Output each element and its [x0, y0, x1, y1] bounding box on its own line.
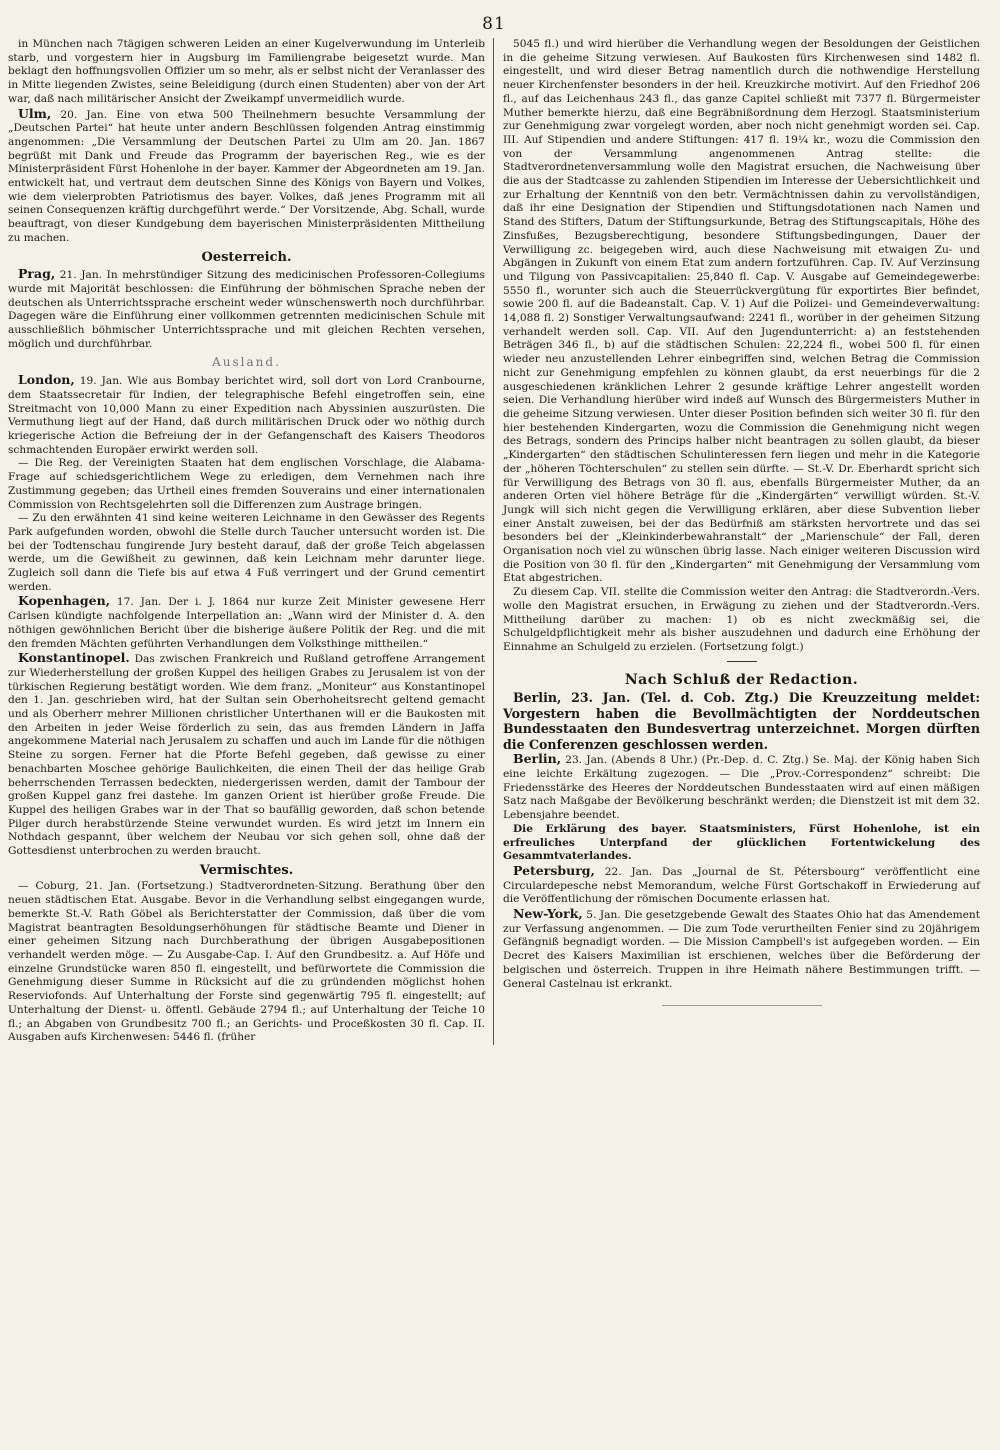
section-heading-oesterreich: Oesterreich. [201, 249, 292, 265]
dateline-ulm: Ulm, [18, 105, 52, 121]
article-petersburg-text: 22. Jan. Das „Journal de St. Pétersbourg“ veröffentlicht eine Circulardepesche nebst Memorandum, welche Fürst Gortschakoff in Erwiederung auf die Veröffentlichung der römischen Documente erlassen hat. [503, 865, 980, 906]
dateline-london: London, [18, 372, 75, 388]
article-petersburg [503, 864, 980, 907]
article-coburg: — Coburg, 21. Jan. (Fortsetzung.) Stadtverordneten-Sitzung. Berathung über den neuen städtischen Etat. Ausgabe. Bevor in die Verhandlung selbst eingegangen wurde, bemerkte St.-V. Rath Göbel als Berichterstatter der Commission, daß über die vom Magistrat beantragten Besoldungserhöhungen für städtische Beamte und Diener in einer geheimen Sitzung nach Durchberathung der übrigen Ausgabepositionen verhandelt werden möge. — Zu Ausgabe-Cap. I. Auf den Grundbesitz. a. Auf Höfe und einzelne Grundstücke waren 850 fl. eingestellt, und befürwortete die Commission die Genehmigung dieser Summe in Rücksicht auf die zu gründenden möglichst hohen Reserviofonds. Auf Unterhaltung der Forste sind gegenwärtig 795 fl. eingestellt; auf Unterhaltung der Dienst- u. öffentl. Gebäude 2794 fl.; auf Unterhaltung der Teiche 10 fl.; an Abgaben von Grundbesitz 700 fl.; an Gerichts- und Proceßkosten 30 fl. Cap. II. Ausgaben aufs Kirchenwesen: 5446 fl. (früher [8, 880, 485, 1044]
article-coburg-cap7: Zu diesem Cap. VII. stellte die Commission weiter den Antrag: die Stadtverordn.-Vers. wolle den Magistrat ersuchen, in Erwägung zu ziehen und der Stadtverordn.-Vers. Mittheilung darüber zu machen: 1) ob es nicht zweckmäßig sei, die Schulgeldpflichtigkeit mehr als bisher auszudehnen und dadurch eine Erhöhung der Einnahme an Schulgeld zu erzielen. (Fortsetzung folgt.) [503, 586, 980, 653]
dateline-konstantinopel: Konstantinopel. [18, 650, 130, 666]
article-ulm-text: 20. Jan. Eine von etwa 500 Theilnehmern besuchte Versammlung der „Deutschen Partei“ hat heute unter andern Beschlüssen folgenden Antrag einstimmig angenommen: „Die Versammlung der Deutschen Partei zu Ulm am 20. Jan. 1867 begrüßt mit Dank und Freude das Programm der bayerischen Reg., wie es der Ministerpräsident Fürst Hohenlohe in der bayer. Kammer der Abgeordneten am 19. Jan. entwickelt hat, und vertraut dem deutschen Sinne des Königs von Bayern und Volkes, wie dem vielerprobten Patriotismus des bayer. Volkes, daß jenes Programm mit all seinen Consequenzen kräftig durchgeführt werde.“ Der Vorsitzende, Abg. Schall, wurde beauftragt, von dieser Kundgebung dem bayerischen Ministerpräsidenten Mittheilung zu machen. [8, 108, 485, 244]
right-column [494, 38, 980, 1045]
section-heading-vermischtes: Vermischtes. [199, 862, 294, 878]
dateline-kopenhagen: Kopenhagen, [18, 593, 111, 609]
separator-rule [727, 661, 757, 662]
article-coburg-continued: 5045 fl.) und wird hierüber die Verhandlung wegen der Besoldungen der Geistlichen in die geheime Sitzung verwiesen. Auf Baukosten fürs Kirchenwesen sind 1482 fl. eingestellt, und wird dieser Betrag namentlich durch die nothwendige Herstellung neuer Kirchenfenster besonders in der heil. Kreuzkirche motivirt. Auf den Friedhof 206 fl., auf das Leichenhaus 243 fl., das ganze Capitel schließt mit 7377 fl. Bürgermeister Muther bemerkte hierzu, daß eine Begräbnißordnung dem Herzogl. Staatsministerium zur Genehmigung zwar vorgelegt worden, aber noch nicht genehmigt worden sei. Cap. III. Auf Stipendien und andere Stiftungen: 417 fl. 19¼ kr., wozu die Commission den von der Versammlung angenommenen Antrag stellte: die Stadtverordnetenversammlung wolle den Magistrat ersuchen, die Nachweisung über die aus der Stadtcasse zu zahlenden Stipendien im Interesse der Uebersichtlichkeit und zur Erhaltung der Kenntniß von den betr. Vermächtnissen dahin zu vervollständigen, daß ihr eine Designation der Stipendien und Stiftungsdotationen nach Namen und Stand des Stifters, Datum der Stiftungsurkunde, Betrag des Stiftungscapitals, Höhe des Zinsfußes, Bezugsberechtigung, besondere Stiftungsbedingungen, Dauer der Verwilligung zc. beigegeben wird, auch diese Nachweisung mit etwaigen Zu- und Abgängen in Zukunft von einem Etat zum andern fortzuführen. Cap. IV. Auf Verzinsung und Tilgung von Passivcapitalien: 25,840 fl. Cap. V. Ausgabe auf Gemeindegewerbe: 5550 fl., worunter sich auch die Steuerrückvergütung für exportirtes Bier befindet, sowie 200 fl. auf die Badeanstalt. Cap. V. 1) Auf die Polizei- und Gemeindeverwaltung: 14,088 fl. 2) Sonstiger Verwaltungsaufwand: 2241 fl., worüber in der geheimen Sitzung verhandelt werden soll. Cap. VII. Auf den Jugendunterricht: a) an feststehenden Beträgen 346 fl., b) auf die städtischen Schulen: 22,224 fl., wobei 500 fl. für einen wieder neu anzustellenden Lehrer einbegriffen sind, welchen Betrag die Commission nicht zur Genehmigung empfehlen zu können glaubt, da erst neuerbings für die 2 ausgeschiedenen kränklichen Lehrer 2 gesunde kräftige Lehrer angestellt worden seien. Die Verhandlung hierüber wird indeß auf Wunsch des Bürgermeisters Muther in die geheime Sitzung verwiesen. Unter dieser Position befinden sich weiter 30 fl. für den hier bestehenden Kindergarten, wozu die Commission die Genehmigung nicht wegen des Betrags, sondern des Princips halber nicht beantragen zu sollen glaubt, da bieser „Kindergarten“ den städtischen Schulinteressen fern liegen und mehr in die Kategorie der „höheren Töchterschulen“ zu stellen sein dürfte. — St.-V. Dr. Eberhardt spricht sich für Verwilligung des Betrags von 30 fl. aus, ebenfalls Bürgermeister Muther, da an anderen Orten viel höhere Beträge für die „Kindergärten“ verwilligt würden. St.-V. Jungk will sich nicht gegen die Verwilligung erklären, aber diese Subvention lieber einer Anstalt zuweisen, bei der das Bedürfniß am stärksten hervortrete und das sei besonders bei der „Kleinkinderbewahranstalt“ der „Marienschule“ der Fall, deren Organisation noch viel zu wünschen übrig lasse. Nach einiger weiteren Discussion wird die Position von 30 fl. für den „Kindergarten“ mit Genehmigung der Versammlung vom Etat abgestrichen. [503, 38, 980, 585]
article-london-text: 19. Jan. Wie aus Bombay berichtet wird, soll dort von Lord Cranbourne, dem Staatssecretair für Indien, der telegraphische Befehl eingetroffen sein, eine Streitmacht von 10,000 Mann zu einer Expedition nach Abyssinien auszurüsten. Die Vermuthung liegt auf der Hand, daß durch militärischen Druck oder wo nöthig durch kriegerische Action die Befreiung der in der Gefangenschaft des Kaisers Theodoros schmachtenden Europäer erwirkt werden soll. [8, 375, 485, 456]
article-alabama: — Die Reg. der Vereinigten Staaten hat dem englischen Vorschlage, die Alabama-Frage auf schiedsgerichtlichem Wege zu erledigen, dem Vernehmen nach ihre Zustimmung gegeben; das Urtheil eines fremden Souverains und einer internationalen Commission von Rechtsgelehrten soll die Differenzen zum Austrage bringen. [8, 457, 485, 511]
left-column [8, 38, 494, 1045]
section-heading-nach-schluss: Nach Schluß der Redaction. [624, 671, 859, 688]
article-prag [8, 267, 485, 351]
dateline-berlin: Berlin, [513, 751, 562, 767]
article-konstantinopel [8, 651, 485, 859]
article-new-york [503, 907, 980, 991]
article-kopenhagen [8, 594, 485, 651]
article-london [8, 373, 485, 457]
article-hohenlohe: Die Erklärung des bayer. Staatsministers, Fürst Hohenlohe, ist ein erfreuliches Unterpfand der glücklichen Fortentwickelung des Gesammtvaterlandes. [503, 822, 980, 863]
article-ulm [8, 107, 485, 246]
article-new-york-text: 5. Jan. Die gesetzgebende Gewalt des Staates Ohio hat das Amendement zur Verfassung angenommen. — Die zum Tode verurtheilten Fenier sind zu 20jährigem Gefängniß begnadigt worden. — Die Mission Campbell's ist aufgegeben worden. — Ein Decret des Kaisers Maximilian ist erschienen, welches über die Beförderung der belgischen und österreich. Truppen in ihre Heimath nähere Bestimmungen trifft. — General Castelnau ist erkrankt. [503, 909, 980, 990]
article-regents-park: — Zu den erwähnten 41 sind keine weiteren Leichname in den Gewässer des Regents Park aufgefunden worden, obwohl die Stelle durch Taucher untersucht worden ist. Die bei der Todtenschau fungirende Jury besteht darauf, daß der große Teich abgelassen werde, um die Gewißheit zu gewinnen, daß kein Leichnam mehr darunter liege. Zugleich soll dann die Tiefe bis auf etwa 4 Fuß verringert und der Grund cementirt werden. [8, 512, 485, 593]
end-rule [662, 1005, 822, 1006]
article-berlin [503, 752, 980, 823]
dateline-petersburg: Petersburg, [513, 862, 595, 878]
page-number: 81 [482, 14, 506, 34]
article-berlin-telegram: Berlin, 23. Jan. (Tel. d. Cob. Ztg.) Die Kreuzzeitung meldet: Vorgestern haben die Bevollmächtigten der Norddeutschen Bundesstaaten den Bundesvertrag unterzeichnet. Morgen dürften die Conferenzen geschlossen werden. [503, 690, 980, 752]
article-konstantinopel-text: Das zwischen Frankreich und Rußland getroffene Arrangement zur Wiederherstellung der großen Kuppel des heiligen Grabes zu Jerusalem ist von der türkischen Regierung bestätigt worden. Wie dem franz. „Moniteur“ aus Konstantinopel den 1. Jan. geschrieben wird, hat der Sultan sein Oberhoheitsrecht geltend gemacht und als Oberherr mehrer Millionen christlicher Unterthanen will er die Baukosten mit den Arbeiten in jeder Weise förderlich zu sein, das aus fremden Ländern in Jaffa angekommene Material nach Jerusalem zu schaffen und auch im Lande für die nöthigen Steine zu sorgen. Ferner hat die Pforte Befehl gegeben, daß gewisse zu einer benachbarten Moschee gehörige Baulichkeiten, die einen Theil der das heilige Grab beherrschenden Terrassen bedeckten, niedergerissen werden, damit der Tambour der großen Kuppel ganz frei dastehe. Im ganzen Orient ist hierüber große Freude. Die Kuppel des heiligen Grabes war in der That so baufällig geworden, daß schon betende Pilger durch herabstürzende Steine verwundet wurden. Es wird jetzt im Innern ein Nothdach gespannt, über welchem der Neubau vor sich gehen soll, ohne daß der Gottesdienst unterbrochen zu werden braucht. [8, 653, 485, 858]
article-kopenhagen-text: 17. Jan. Der i. J. 1864 nur kurze Zeit Minister gewesene Herr Carlsen kündigte nachfolgende Interpellation an: „Wann wird der Minister d. A. den nöthigen gewöhnlichen Bericht über die bisherige äußere Politik der Reg. und die mit den fremden Mächten geführten Verhandlungen dem Volksthinge mittheilen.“ [8, 596, 485, 650]
dateline-new-york: New-York, [513, 906, 583, 922]
article-obituary: in München nach 7tägigen schweren Leiden an einer Kugelverwundung im Unterleib starb, und vorgestern hier in Augsburg im Familiengrabe beigesetzt wurde. Man beklagt den hoffnungsvollen Offizier um so mehr, als er selbst nicht der Veranlasser des in Mitte liegenden Zwistes, seine Beleidigung (durch einen Studenten) aber von der Art war, daß nach militärischer Ansicht der Zweikampf unvermeidlich wurde. [8, 38, 485, 105]
section-heading-ausland: Ausland. [212, 355, 281, 370]
dateline-prag: Prag, [18, 266, 56, 282]
article-prag-text: 21. Jan. In mehrstündiger Sitzung des medicinischen Professoren-Collegiums wurde mit Majorität beschlossen: die Einführung der böhmischen Sprache neben der deutschen als Unterrichtssprache erscheint weder wünschenswerth noch durchführbar. Dagegen wäre die Einführung einer vollkommen getrennten medicinischen Schule mit ausschließlich böhmischer Unterrichtssprache und mit gleichen Rechten versehen, möglich und durchführbar. [8, 269, 485, 350]
columns [8, 38, 980, 1045]
article-berlin-text: 23. Jan. (Abends 8 Uhr.) (Pr.-Dep. d. C. Ztg.) Se. Maj. der König haben Sich eine leichte Erkältung zugezogen. — Die „Prov.-Correspondenz“ schreibt: Die Friedensstärke des Heeres der Norddeutschen Bundesstaaten wird auf einen mäßigen Satz nach Maßgabe der Bevölkerung beschränkt werden; die Dienstzeit ist mit dem 32. Lebensjahre beendet. [503, 754, 980, 822]
